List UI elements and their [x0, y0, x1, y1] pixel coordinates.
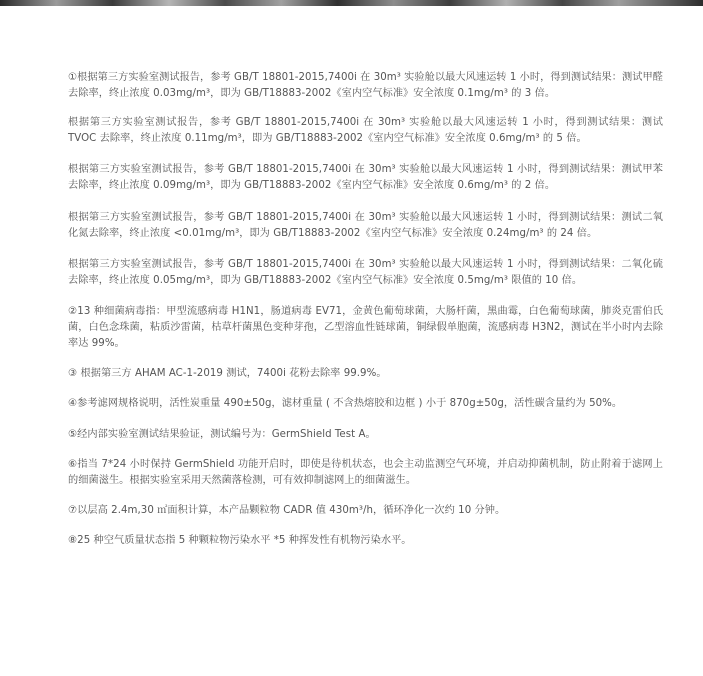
footnote-tvoc: 根据第三方实验室测试报告，参考 GB/T 18801-2015,7400i 在 30m³ 实验舱以最大风速运转 1 小时，得到测试结果：测试 TVOC 去除率，终止浓度 0.11mg/m³，即为 GB/T18883-2002《室内空气标准》安全浓度 0.6mg/m³ 的 5 倍。	[68, 117, 663, 144]
footnote-cadr: ⑦以层高 2.4m,30 ㎡面积计算，本产品颗粒物 CADR 值 430m³/h，循环净化一次约 10 分钟。	[68, 505, 506, 516]
footnote-sulfur-dioxide: 根据第三方实验室测试报告，参考 GB/T 18801-2015,7400i 在 30m³ 实验舱以最大风速运转 1 小时，得到测试结果：二氧化硫去除率，终止浓度 0.05mg/m³，即为 GB/T18883-2002《室内空气标准》安全浓度 0.5mg/m³ 限值的 10 倍。	[68, 259, 663, 286]
footnote-pollen: ③ 根据第三方 AHAM AC-1-2019 测试，7400i 花粉去除率 99.9%。	[68, 368, 387, 379]
footnote-germshield-standby: ⑥指当 7*24 小时保持 GermShield 功能开启时，即使是待机状态，也会主动监测空气环境，并启动抑菌机制，防止附着于滤网上的细菌滋生。根据实验室采用天然菌落检测，可有效抑制滤网上的细菌滋生。	[68, 459, 663, 486]
footnote-bacteria-viruses: ②13 种细菌病毒指：甲型流感病毒 H1N1，肠道病毒 EV71，金黄色葡萄球菌，大肠杆菌，黑曲霉，白色葡萄球菌，肺炎克雷伯氏菌，白色念珠菌，粘质沙雷菌，枯草杆菌黑色变种芽孢，乙型溶血性链球菌，铜绿假单胞菌，流感病毒 H3N2，测试在半小时内去除率达 99%。	[68, 306, 663, 349]
footnote-filter-spec: ④参考滤网规格说明，活性炭重量 490±50g，滤材重量 ( 不含热熔胶和边框 ) 小于 870g±50g，活性碳含量约为 50%。	[68, 398, 623, 409]
top-product-image-edge	[0, 0, 703, 6]
footnote-formaldehyde: ①根据第三方实验室测试报告，参考 GB/T 18801-2015,7400i 在 30m³ 实验舱以最大风速运转 1 小时，得到测试结果：测试甲醛去除率，终止浓度 0.03mg/m³，即为 GB/T18883-2002《室内空气标准》安全浓度 0.1mg/m³ 的 3 倍。	[68, 72, 663, 99]
footnotes-section	[68, 70, 663, 565]
footnote-toluene: 根据第三方实验室测试报告，参考 GB/T 18801-2015,7400i 在 30m³ 实验舱以最大风速运转 1 小时，得到测试结果：测试甲苯去除率，终止浓度 0.09mg/m³，即为 GB/T18883-2002《室内空气标准》安全浓度 0.6mg/m³ 的 2 倍。	[68, 164, 663, 191]
footnote-nitrogen-dioxide: 根据第三方实验室测试报告，参考 GB/T 18801-2015,7400i 在 30m³ 实验舱以最大风速运转 1 小时，得到测试结果：测试二氧化氮去除率，终止浓度 <0.01mg/m³，即为 GB/T18883-2002《室内空气标准》安全浓度 0.24mg/m³ 的 24 倍。	[68, 212, 663, 239]
footnote-germshield-test: ⑤经内部实验室测试结果验证，测试编号为：GermShield Test A。	[68, 429, 376, 440]
footnote-air-quality-states: ⑧25 种空气质量状态指 5 种颗粒物污染水平 *5 种挥发性有机物污染水平。	[68, 535, 412, 546]
